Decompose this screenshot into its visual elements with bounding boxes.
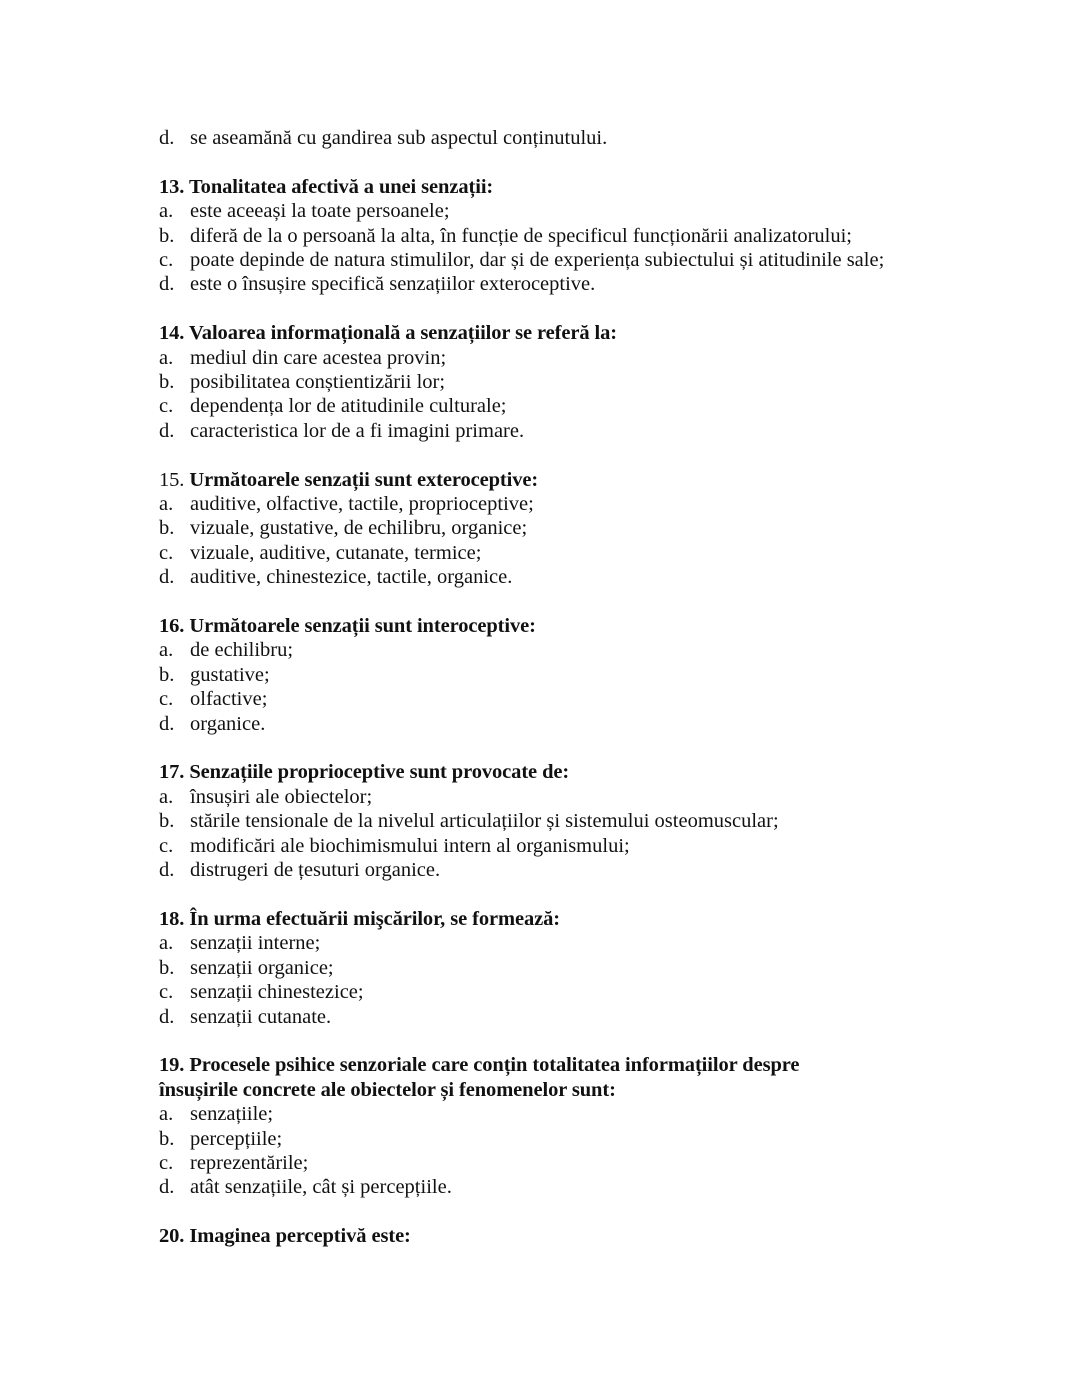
option-text: dependența lor de atitudinile culturale; [190,395,507,418]
option-label: c. [159,249,174,272]
option-b [159,956,959,980]
option-label: c. [159,1151,174,1174]
option-b [159,663,959,687]
option-text: olfactive; [190,688,268,711]
question-text: Valoarea informațională a senzațiilor se referă la: [188,322,617,345]
option-label: a. [159,1103,174,1126]
carryover-option-block [159,126,959,150]
option-label: d. [159,419,175,442]
question-title [159,760,959,784]
question-title [159,321,959,345]
option-text: distrugeri de țesuturi organice. [190,859,441,882]
option-label: c. [159,981,174,1004]
option-c [159,394,959,418]
option-label: a. [159,493,174,516]
option-text: stările tensionale de la nivelul articulațiilor și sistemului osteomuscular; [190,810,779,833]
option-label: b. [159,517,175,540]
option-text: modificări ale biochimismului intern al organismului; [190,834,630,857]
option-c [159,834,959,858]
question-text: Senzațiile proprioceptive sunt provocate de: [189,761,570,784]
option-label: c. [159,395,174,418]
option-label: a. [159,200,174,223]
question-14 [159,321,959,443]
option-text: auditive, olfactive, tactile, proprioceptive; [190,493,534,516]
option-text: însușiri ale obiectelor; [190,785,373,808]
question-number: 19. [159,1054,185,1077]
option-c [159,1151,959,1175]
option-d [159,1005,959,1029]
option-label: c. [159,688,174,711]
option-text: este o însușire specifică senzațiilor exteroceptive. [190,273,596,296]
option-d [159,712,959,736]
option-text: caracteristica lor de a fi imagini primare. [190,419,525,442]
option-a [159,199,959,223]
question-17 [159,760,959,882]
option-text: senzații cutanate. [190,1005,332,1028]
option-label: d. [159,127,175,149]
option-label: d. [159,273,175,296]
question-15 [159,468,959,590]
question-18 [159,907,959,1029]
option-text: posibilitatea conștientizării lor; [190,371,446,394]
question-number: 14. [159,322,185,345]
option-text: poate depinde de natura stimulilor, dar și de experiența subiectului și atitudinile sale; [190,249,885,272]
option-a [159,638,959,662]
option-d [159,858,959,882]
option-label: a. [159,639,174,662]
question-text: Imaginea perceptivă este: [189,1225,411,1248]
option-text: percepțiile; [190,1127,283,1150]
option-text: este aceeași la toate persoanele; [190,200,450,223]
option-label: c. [159,541,174,564]
option-label: c. [159,834,174,857]
question-number: 16. [159,615,185,638]
option-label: b. [159,1127,175,1150]
question-number: 13. [159,175,185,198]
option-label: d. [159,1176,175,1199]
option-a [159,346,959,370]
option-label: d. [159,566,175,589]
option-b [159,516,959,540]
option-label: a. [159,785,174,808]
question-number: 15. [159,468,185,491]
option-text: reprezentările; [190,1151,309,1174]
option-text: senzații organice; [190,956,334,979]
option-label: d. [159,712,175,735]
question-19 [159,1053,959,1199]
question-title [159,1053,959,1102]
option-text: senzațiile; [190,1103,274,1126]
question-text: Tonalitatea afectivă a unei senzații: [188,175,494,198]
question-number: 18. [159,907,185,930]
option-label: d. [159,1005,175,1028]
option-label: b. [159,956,175,979]
option-text: organice. [190,712,266,735]
option-text: auditive, chinestezice, tactile, organice. [190,566,513,589]
option-label: d. [159,859,175,882]
option-d [159,126,959,150]
option-a [159,1102,959,1126]
option-text: mediul din care acestea provin; [190,346,447,369]
question-number: 17. [159,761,185,784]
option-d [159,565,959,589]
option-label: b. [159,224,175,247]
question-20 [159,1224,959,1248]
option-label: b. [159,371,175,394]
question-title [159,614,959,638]
question-title [159,468,959,492]
option-d [159,419,959,443]
option-text: diferă de la o persoană la alta, în funcție de specificul funcționării analizatorului; [190,224,852,247]
question-text: În urma efectuării mişcărilor, se formează: [189,907,561,930]
option-c [159,980,959,1004]
option-label: b. [159,810,175,833]
option-text: gustative; [190,663,270,686]
option-a [159,931,959,955]
option-b [159,224,959,248]
question-title [159,175,959,199]
option-label: a. [159,932,174,955]
option-c [159,687,959,711]
option-a [159,492,959,516]
question-number: 20. [159,1225,185,1248]
question-13 [159,175,959,297]
option-text: de echilibru; [190,639,294,662]
option-c [159,248,959,272]
option-text: atât senzațiile, cât și percepțiile. [190,1176,452,1199]
option-text: senzații interne; [190,932,321,955]
question-16 [159,614,959,736]
question-text: Procesele psihice senzoriale care conțin totalitatea informațiilor despre însușirile concrete ale obiectelor și fenomenelor sunt: [159,1054,800,1101]
document-page [159,126,959,1273]
option-a [159,785,959,809]
option-d [159,272,959,296]
option-label: a. [159,346,174,369]
question-text: Următoarele senzații sunt interoceptive: [189,615,536,638]
option-d [159,1175,959,1199]
option-text: se aseamănă cu gandirea sub aspectul conținutului. [190,127,608,149]
option-text: vizuale, auditive, cutanate, termice; [190,541,482,564]
option-text: senzații chinestezice; [190,981,364,1004]
option-text: vizuale, gustative, de echilibru, organice; [190,517,528,540]
option-c [159,541,959,565]
option-b [159,1127,959,1151]
option-b [159,370,959,394]
option-b [159,809,959,833]
question-title [159,1224,959,1248]
option-label: b. [159,663,175,686]
question-text: Următoarele senzații sunt exteroceptive: [189,468,539,491]
question-title [159,907,959,931]
